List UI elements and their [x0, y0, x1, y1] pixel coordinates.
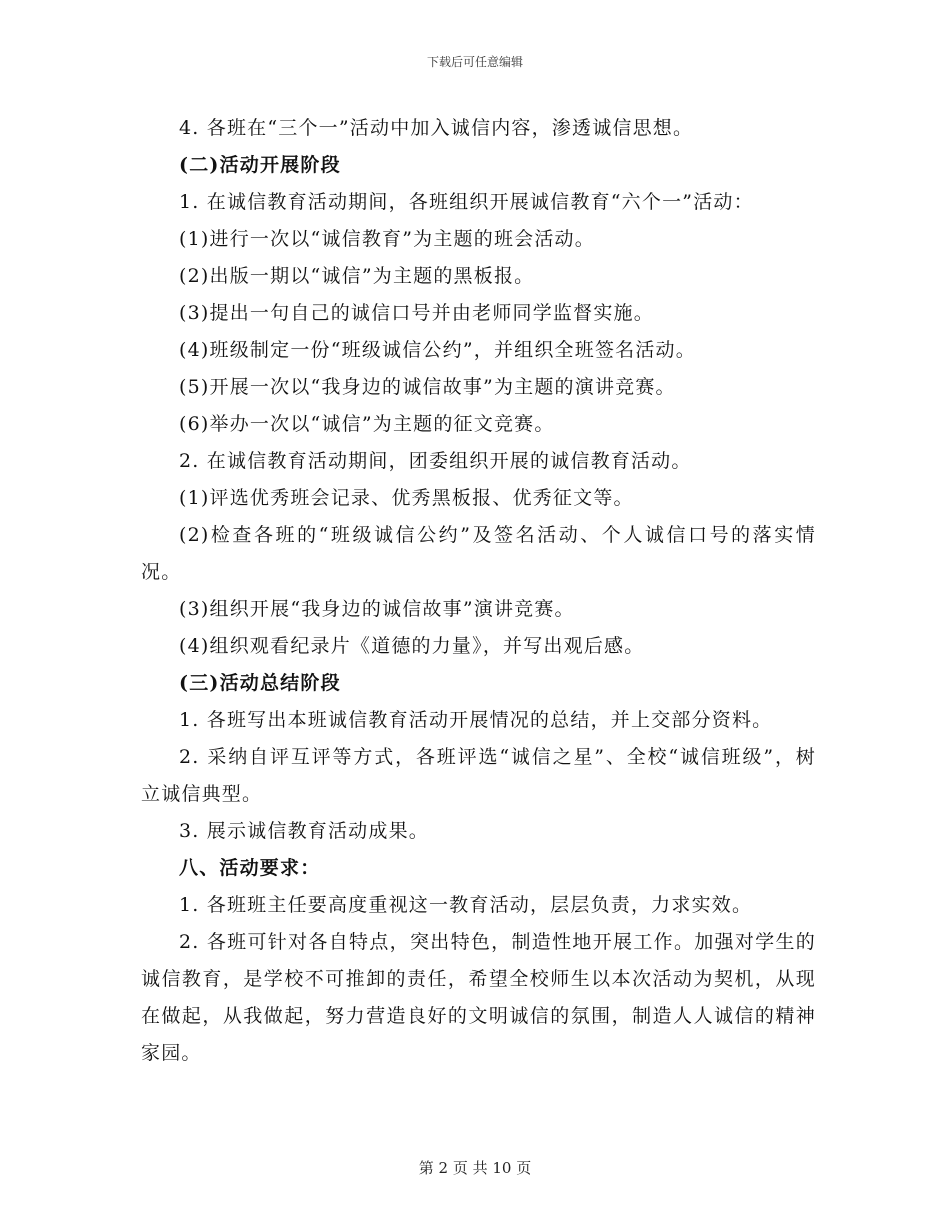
page-header-note: 下载后可任意编辑	[426, 55, 523, 69]
list-item-speech-contest: (3)组织开展“我身边的诚信故事”演讲竞赛。	[179, 598, 575, 620]
list-item-essay: (6)举办一次以“诚信”为主题的征文竞赛。	[179, 413, 555, 435]
section-heading-requirements: 八、活动要求：	[179, 857, 321, 879]
paragraph-evaluation: 2. 采纳自评互评等方式，各班评选“诚信之星”、全校“诚信班级”，树立诚信典型。	[141, 746, 816, 805]
list-item-speech: (5)开展一次以“我身边的诚信故事”为主题的演讲竞赛。	[179, 376, 676, 398]
paragraph-requirement-1: 1. 各班班主任要高度重视这一教育活动，层层负责，力求实效。	[179, 894, 753, 916]
list-item-convention: (4)班级制定一份“班级诚信公约”，并组织全班签名活动。	[179, 339, 696, 361]
paragraph-league-activities: 2. 在诚信教育活动期间，团委组织开展的诚信教育活动。	[179, 450, 692, 472]
paragraph-requirement-2: 2. 各班可针对各自特点，突出特色，制造性地开展工作。加强对学生的诚信教育，是学校不可推卸的责任，希望全校师生以本次活动为契机，从现在做起，从我做起，努力营造良好的文明诚信的氛围，制造人人诚信的精神家园。	[141, 931, 816, 1064]
section-heading-stage-2: (二)活动开展阶段	[179, 154, 341, 176]
paragraph-item-4: 4. 各班在“三个一”活动中加入诚信内容，渗透诚信思想。	[179, 117, 694, 139]
list-item-documentary: (4)组织观看纪录片《道德的力量》，并写出观后感。	[179, 635, 645, 657]
paragraph-summary: 1. 各班写出本班诚信教育活动开展情况的总结，并上交部分资料。	[179, 709, 773, 731]
page-number: 第 2 页 共 10 页	[418, 1159, 532, 1177]
paragraph-six-ones: 1. 在诚信教育活动期间，各班组织开展诚信教育“六个一”活动：	[179, 191, 754, 213]
section-heading-stage-3: (三)活动总结阶段	[179, 672, 341, 694]
list-item-selection: (1)评选优秀班会记录、优秀黑板报、优秀征文等。	[179, 487, 634, 509]
paragraph-exhibition: 3. 展示诚信教育活动成果。	[179, 820, 429, 842]
document-body	[141, 110, 816, 1072]
list-item-slogan: (3)提出一句自己的诚信口号并由老师同学监督实施。	[179, 302, 654, 324]
list-item-class-meeting: (1)进行一次以“诚信教育”为主题的班会活动。	[179, 228, 595, 250]
list-item-inspection: (2)检查各班的“班级诚信公约”及签名活动、个人诚信口号的落实情况。	[141, 524, 816, 583]
list-item-blackboard: (2)出版一期以“诚信”为主题的黑板报。	[179, 265, 535, 287]
